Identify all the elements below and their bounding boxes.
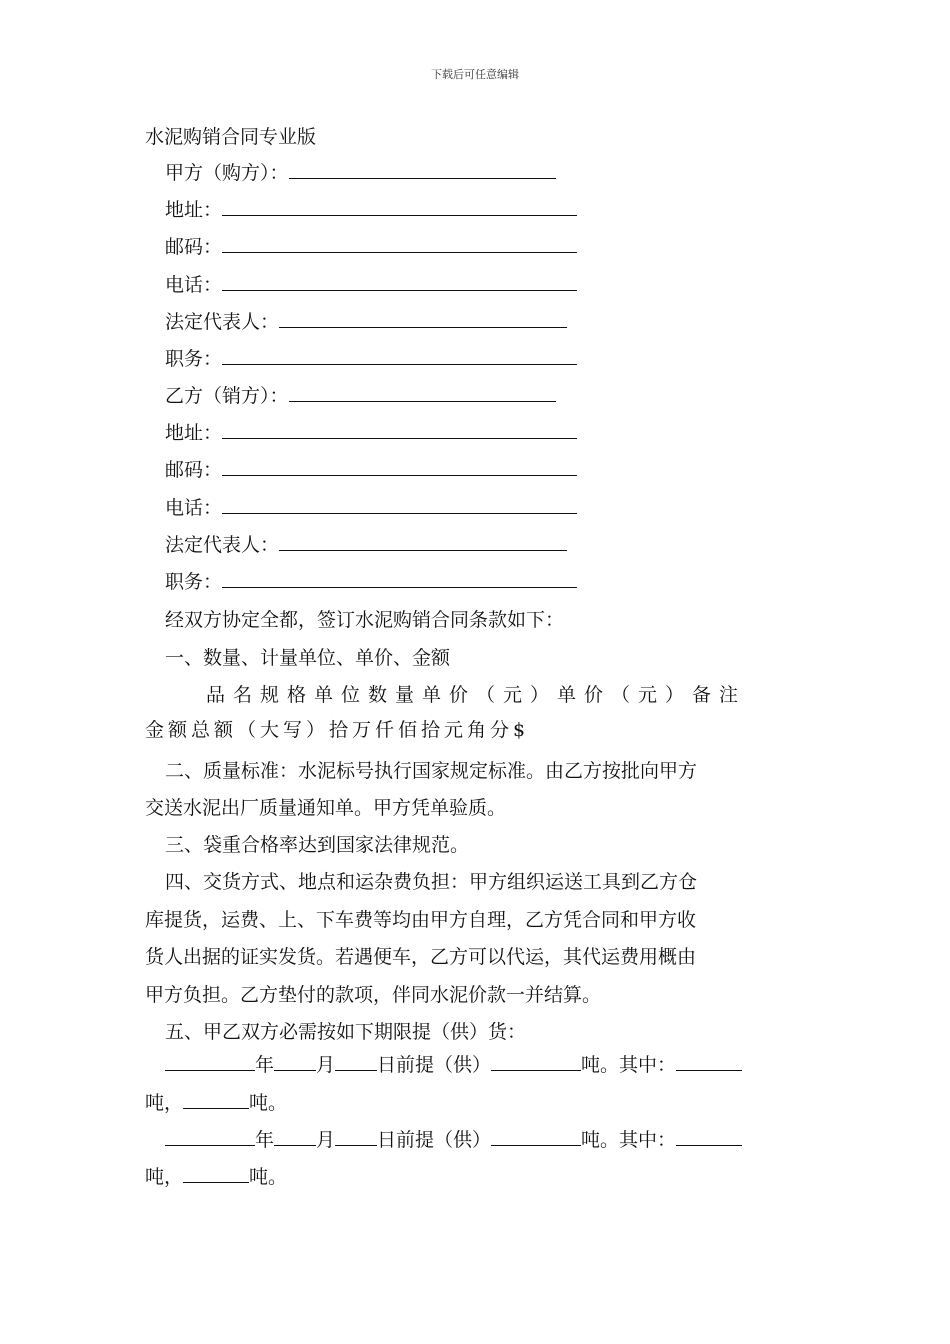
tons-end-label: 吨。 xyxy=(249,1166,288,1188)
pickup-label: 日前提（供） xyxy=(377,1054,492,1076)
party-a-postcode-blank xyxy=(222,234,577,253)
party-a-heading-row xyxy=(165,160,556,186)
section-1-amount-row: 金额总额（大写）拾万仟佰拾元角分$ xyxy=(145,719,530,741)
party-a-rep-blank xyxy=(279,309,567,328)
tons-among-label: 吨。其中： xyxy=(581,1129,677,1151)
section-4-line-4: 甲方负担。乙方垫付的款项，伴同水泥价款一并结算。 xyxy=(145,984,602,1006)
schedule-row-1 xyxy=(165,1052,742,1078)
year-label: 年 xyxy=(255,1054,275,1076)
party-a-phone-label: 电话： xyxy=(165,274,223,296)
section-4-line-2: 库提货，运费、上、下车费等均由甲方自理，乙方凭合同和甲方收 xyxy=(145,909,697,931)
pickup-label: 日前提（供） xyxy=(377,1129,492,1151)
party-a-position-blank xyxy=(222,346,577,365)
schedule-row-1-cont xyxy=(145,1090,287,1116)
tons-among-label: 吨。其中： xyxy=(581,1054,677,1076)
party-b-position-blank xyxy=(222,569,577,588)
section-1-heading: 一、数量、计量单位、单价、金额 xyxy=(165,647,451,669)
party-a-postcode-label: 邮码： xyxy=(165,236,223,258)
party-b-address-row xyxy=(165,420,577,446)
party-a-address-label: 地址： xyxy=(165,199,223,221)
party-a-position-label: 职务： xyxy=(165,348,223,370)
party-a-address-blank xyxy=(222,197,577,216)
party-b-position-row xyxy=(165,569,577,595)
tons-part-a-blank xyxy=(676,1127,742,1146)
month-label: 月 xyxy=(316,1054,336,1076)
year-blank xyxy=(165,1127,255,1146)
party-a-rep-row xyxy=(165,309,567,335)
party-b-heading: 乙方（销方）： xyxy=(165,385,289,407)
party-b-heading-row xyxy=(165,383,556,409)
page-header: 下载后可任意编辑 xyxy=(431,68,519,81)
party-a-position-row xyxy=(165,346,577,372)
section-2-line-1: 二、质量标准：水泥标号执行国家规定标准。由乙方按批向甲方 xyxy=(165,760,698,782)
year-blank xyxy=(165,1052,255,1071)
party-b-phone-blank xyxy=(222,495,577,514)
party-a-postcode-row xyxy=(165,234,577,260)
schedule-row-2 xyxy=(165,1127,742,1153)
tons-end-label: 吨。 xyxy=(249,1092,288,1114)
party-a-address-row xyxy=(165,197,577,223)
section-4-line-3: 货人出据的证实发货。若遇便车，乙方可以代运，其代运费用概由 xyxy=(145,946,697,968)
intro-paragraph: 经双方协定全都，签订水泥购销合同条款如下： xyxy=(165,609,565,631)
month-blank xyxy=(274,1052,316,1071)
party-b-rep-row xyxy=(165,532,567,558)
party-b-position-label: 职务： xyxy=(165,571,223,593)
party-b-postcode-row xyxy=(165,457,577,483)
party-b-name-blank xyxy=(289,383,556,402)
day-blank xyxy=(335,1127,377,1146)
section-3: 三、袋重合格率达到国家法律规范。 xyxy=(165,834,470,856)
tons-comma-label: 吨， xyxy=(145,1092,184,1114)
party-b-address-blank xyxy=(222,420,577,439)
section-4-line-1: 四、交货方式、地点和运杂费负担：甲方组织运送工具到乙方仓 xyxy=(165,871,698,893)
party-b-postcode-blank xyxy=(222,457,577,476)
tons-part-b-blank xyxy=(183,1164,249,1183)
document-title: 水泥购销合同专业版 xyxy=(145,126,317,148)
party-a-rep-label: 法定代表人： xyxy=(165,311,280,333)
month-blank xyxy=(274,1127,316,1146)
tons-blank xyxy=(491,1052,581,1071)
party-b-address-label: 地址： xyxy=(165,422,223,444)
party-a-name-blank xyxy=(289,160,556,179)
section-5-heading: 五、甲乙双方必需按如下期限提（供）货： xyxy=(165,1021,527,1043)
section-1-columns: 品名规格单位数量单价（元）单价（元）备注 xyxy=(206,684,747,706)
tons-comma-label: 吨， xyxy=(145,1166,184,1188)
tons-part-a-blank xyxy=(676,1052,742,1071)
party-b-phone-label: 电话： xyxy=(165,497,223,519)
party-b-rep-blank xyxy=(279,532,567,551)
day-blank xyxy=(335,1052,377,1071)
party-a-phone-blank xyxy=(222,272,577,291)
party-b-rep-label: 法定代表人： xyxy=(165,534,280,556)
year-label: 年 xyxy=(255,1129,275,1151)
month-label: 月 xyxy=(316,1129,336,1151)
section-2-line-2: 交送水泥出厂质量通知单。甲方凭单验质。 xyxy=(145,797,507,819)
party-a-heading: 甲方（购方）： xyxy=(165,162,289,184)
party-a-phone-row xyxy=(165,272,577,298)
party-b-phone-row xyxy=(165,495,577,521)
tons-blank xyxy=(491,1127,581,1146)
party-b-postcode-label: 邮码： xyxy=(165,459,223,481)
tons-part-b-blank xyxy=(183,1090,249,1109)
schedule-row-2-cont xyxy=(145,1164,287,1190)
